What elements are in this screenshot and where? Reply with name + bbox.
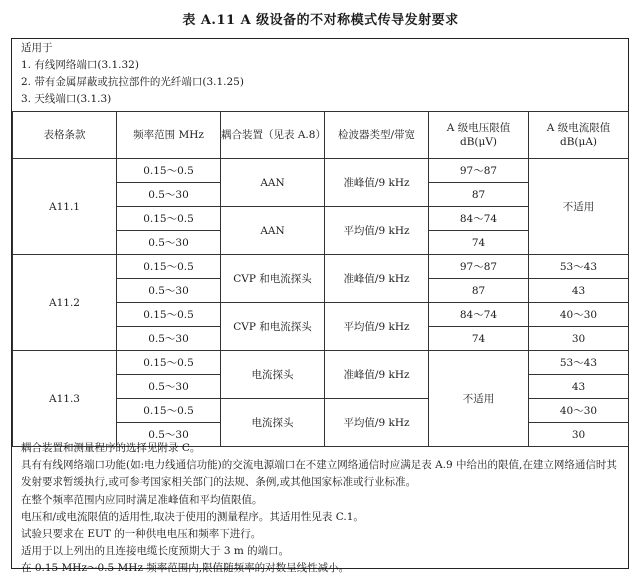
frequency-cell: 0.15～0.5 <box>117 399 221 423</box>
voltage-cell: 74 <box>429 231 529 255</box>
current-cell: 53～43 <box>529 351 629 375</box>
table-header-row <box>13 112 629 159</box>
coupling-cell: AAN <box>221 207 325 255</box>
current-cell: 40～30 <box>529 399 629 423</box>
scope-section <box>13 40 625 108</box>
table-row <box>13 159 629 183</box>
detector-cell: 平均值/9 kHz <box>325 207 429 255</box>
note-text: 电压和/或电流限值的适用性,取决于使用的测量程序。其适用性见表 C.1。 <box>21 510 364 523</box>
frequency-cell: 0.15～0.5 <box>117 351 221 375</box>
emission-requirements-table <box>12 111 629 447</box>
frequency-cell: 0.15～0.5 <box>117 207 221 231</box>
voltage-cell: 97～87 <box>429 255 529 279</box>
header-voltage-limit: A 级电压限值 dB(μV) <box>429 112 529 159</box>
scope-item: 2. 带有金属屏蔽或抗拉部件的光纤端口(3.1.25) <box>21 76 244 88</box>
current-cell: 53～43 <box>529 255 629 279</box>
scope-item: 3. 天线端口(3.1.3) <box>21 93 112 105</box>
frequency-cell: 0.5～30 <box>117 375 221 399</box>
header-coupling: 耦合装置（见表 A.8） <box>221 112 325 159</box>
frequency-cell: 0.5～30 <box>117 327 221 351</box>
coupling-cell: 电流探头 <box>221 399 325 447</box>
detector-cell: 准峰值/9 kHz <box>325 159 429 207</box>
voltage-cell: 84～74 <box>429 207 529 231</box>
voltage-cell: 不适用 <box>429 351 529 447</box>
detector-cell: 平均值/9 kHz <box>325 303 429 351</box>
current-cell: 43 <box>529 375 629 399</box>
current-cell: 40～30 <box>529 303 629 327</box>
frequency-cell: 0.5～30 <box>117 183 221 207</box>
note-text: 耦合装置和测量程序的选择见附录 C。 <box>21 442 201 454</box>
note-text: 试验只要求在 EUT 的一种供电电压和频率下进行。 <box>21 528 262 541</box>
voltage-cell: 87 <box>429 279 529 303</box>
clause-cell: A11.3 <box>13 351 117 447</box>
table-row <box>13 255 629 279</box>
note-text: 在 0.15 MHz～0.5 MHz 频率范围内,限值随频率的对数呈线性减小。 <box>21 562 350 575</box>
table-row <box>13 351 629 375</box>
scope-item: 1. 有线网络端口(3.1.32) <box>21 59 139 71</box>
voltage-cell: 97～87 <box>429 159 529 183</box>
current-cell: 不适用 <box>529 159 629 255</box>
note-text: 适用于以上列出的且连接电缆长度预期大于 3 m 的端口。 <box>21 545 290 558</box>
frequency-cell: 0.15～0.5 <box>117 159 221 183</box>
table-title: 表 A.11 A 级设备的不对称模式传导发射要求 <box>182 13 459 28</box>
voltage-cell: 87 <box>429 183 529 207</box>
frequency-cell: 0.5～30 <box>117 279 221 303</box>
frequency-cell: 0.15～0.5 <box>117 303 221 327</box>
coupling-cell: AAN <box>221 159 325 207</box>
frequency-cell: 0.5～30 <box>117 423 221 447</box>
notes-section <box>13 440 625 578</box>
frequency-cell: 0.15～0.5 <box>117 255 221 279</box>
detector-cell: 平均值/9 kHz <box>325 399 429 447</box>
coupling-cell: CVP 和电流探头 <box>221 303 325 351</box>
note-text: 在整个频率范围内应同时满足准峰值和平均值限值。 <box>21 493 263 506</box>
voltage-cell: 84～74 <box>429 303 529 327</box>
header-frequency: 频率范围 MHz <box>117 112 221 159</box>
header-current-limit: A 级电流限值 dB(μA) <box>529 112 629 159</box>
scope-heading: 适用于 <box>21 42 53 54</box>
current-cell: 30 <box>529 327 629 351</box>
current-cell: 43 <box>529 279 629 303</box>
header-clause: 表格条款 <box>13 112 117 159</box>
voltage-cell: 74 <box>429 327 529 351</box>
coupling-cell: 电流探头 <box>221 351 325 399</box>
header-detector: 检波器类型/带宽 <box>325 112 429 159</box>
coupling-cell: CVP 和电流探头 <box>221 255 325 303</box>
detector-cell: 准峰值/9 kHz <box>325 351 429 399</box>
note-text: 具有有线网络端口功能(如:电力线通信功能)的交流电源端口在不建立网络通信时应满足表 A.9 中给出的限值,在建立网络通信时其发射要求暂缓执行,或可参考国家相关部门的法规、条例,或其他国家标准或行业标准。 <box>21 459 617 489</box>
clause-cell: A11.2 <box>13 255 117 351</box>
detector-cell: 准峰值/9 kHz <box>325 255 429 303</box>
frequency-cell: 0.5～30 <box>117 231 221 255</box>
current-cell: 30 <box>529 423 629 447</box>
clause-cell: A11.1 <box>13 159 117 255</box>
